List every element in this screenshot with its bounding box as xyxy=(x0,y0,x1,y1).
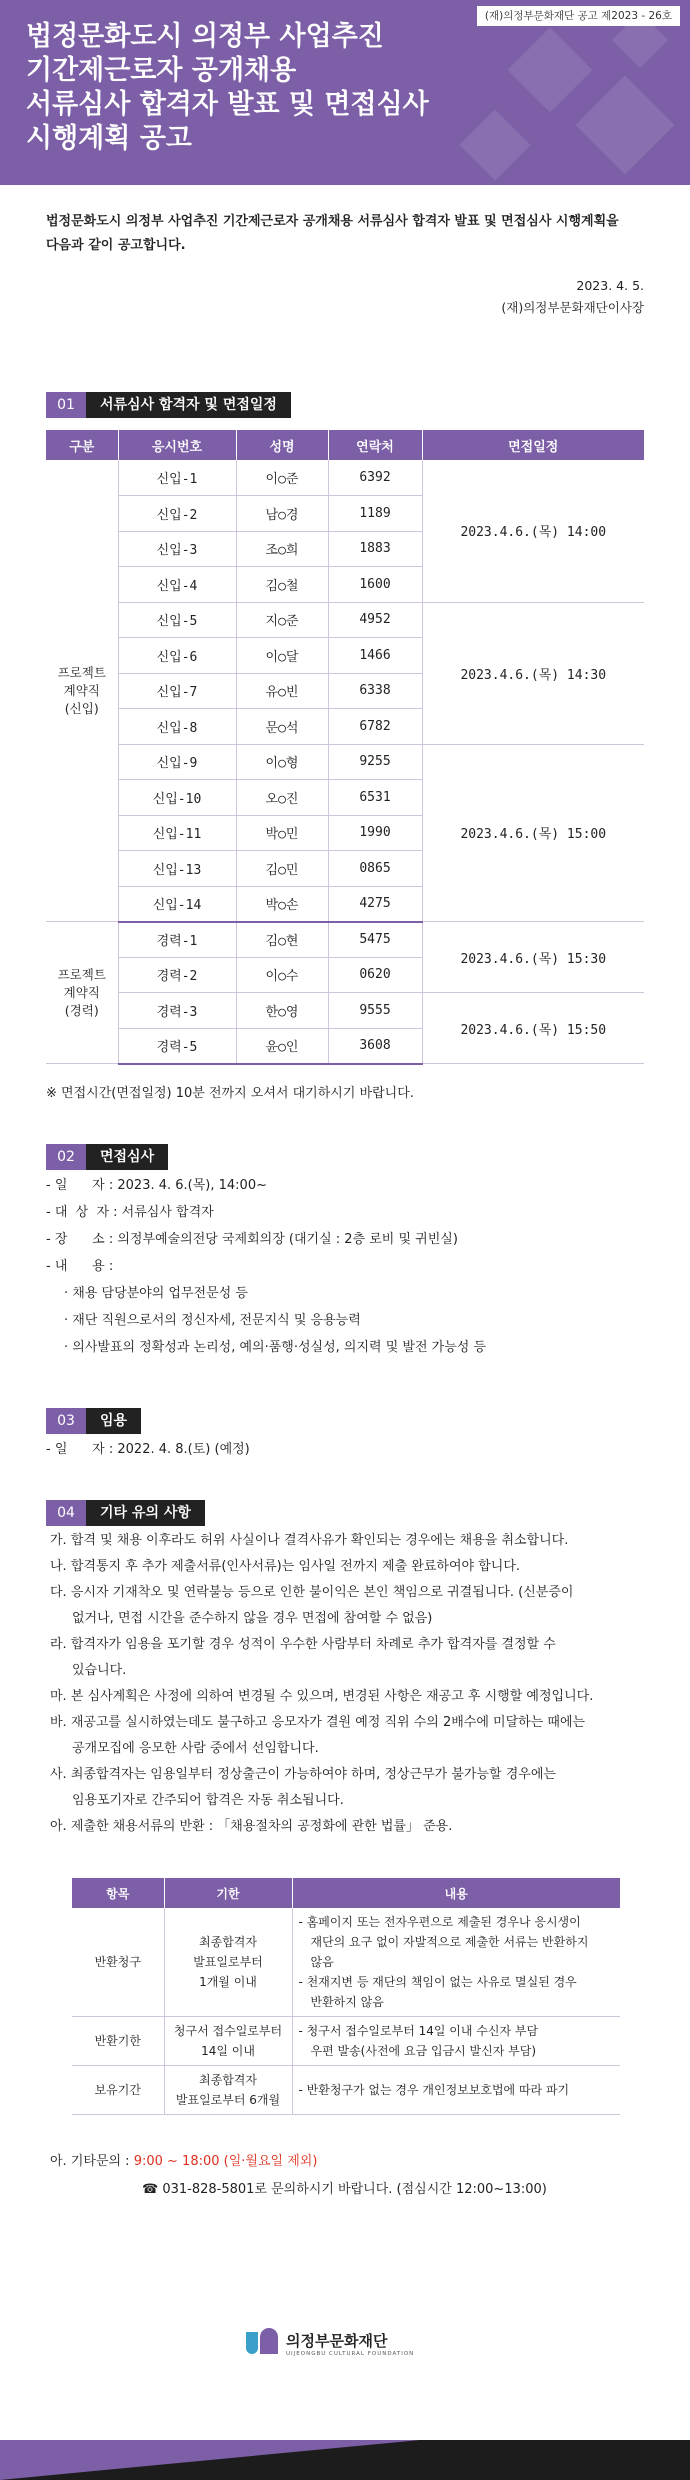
section-number: 02 xyxy=(46,1144,86,1170)
intro-line: 법정문화도시 의정부 사업추진 기간제근로자 공개채용 서류심사 합격자 발표 및 면접심사 시행계획을 xyxy=(46,214,619,229)
col-header: 내용 xyxy=(292,1878,620,1908)
content-line: 우편 발송(사전에 요금 입금시 발신자 부담) xyxy=(310,2044,537,2058)
applicant-no: 경력-5 xyxy=(118,1028,236,1064)
table-row xyxy=(46,460,644,496)
applicant-no: 신입-10 xyxy=(118,780,236,816)
issuer: (재)의정부문화재단이사장 xyxy=(501,300,644,315)
col-header: 연락처 xyxy=(328,430,422,460)
applicant-phone: 6782 xyxy=(328,709,422,745)
deadline-line: 최종합격자 xyxy=(199,2073,257,2087)
signature xyxy=(501,275,644,319)
applicant-no: 신입-14 xyxy=(118,886,236,922)
note-item: 라. 합격자가 임용을 포기할 경우 성적이 우수한 사람부터 차례로 추가 합격자를 결정할 수 xyxy=(50,1637,556,1652)
applicant-phone: 9555 xyxy=(328,993,422,1029)
applicant-no: 신입-13 xyxy=(118,851,236,887)
col-header: 면접일정 xyxy=(422,430,644,460)
note-item: 바. 재공고를 실시하였는데도 불구하고 응모자가 결원 예정 직위 수의 2배수에 미달하는 때에는 xyxy=(50,1715,586,1730)
applicant-phone: 1883 xyxy=(328,531,422,567)
notice-date: 2023. 4. 5. xyxy=(576,278,644,293)
footer-bar xyxy=(0,2440,690,2480)
group-label xyxy=(46,922,118,1064)
docs-content xyxy=(292,1908,620,2017)
applicant-phone: 9255 xyxy=(328,744,422,780)
section-title: 면접심사 xyxy=(86,1144,168,1170)
applicant-phone: 1189 xyxy=(328,496,422,532)
note-item-continued: 공개모집에 응모한 사람 중에서 선임합니다. xyxy=(72,1741,319,1756)
page-title xyxy=(26,20,429,156)
deadline-line: 14일 이내 xyxy=(201,2044,255,2058)
group-label-line: 계약직 xyxy=(63,682,100,698)
applicant-no: 신입-2 xyxy=(118,496,236,532)
group-label-line: 프로젝트 xyxy=(57,966,106,982)
col-header: 응시번호 xyxy=(118,430,236,460)
applicant-name: 유○빈 xyxy=(236,673,328,709)
interview-time: 2023.4.6.(목) 15:30 xyxy=(422,922,644,993)
group-label-line: 프로젝트 xyxy=(57,664,106,680)
table-row xyxy=(72,2066,620,2115)
col-header: 기한 xyxy=(164,1878,292,1908)
applicant-no: 신입-6 xyxy=(118,638,236,674)
group-label-line: 계약직 xyxy=(63,984,100,1000)
contact-hours: 9:00 ~ 18:00 (일·월요일 제외) xyxy=(133,2154,318,2169)
content-line: 반환하지 않음 xyxy=(310,1995,384,2009)
applicant-no: 신입-3 xyxy=(118,531,236,567)
applicant-name: 김○현 xyxy=(236,922,328,958)
note-item-continued: 없거나, 면접 시간을 준수하지 않을 경우 면접에 참여할 수 없음) xyxy=(72,1611,433,1626)
docs-deadline xyxy=(164,2017,292,2066)
content-item: · 채용 담당분야의 업무전문성 등 xyxy=(64,1286,248,1301)
interview-time: 2023.4.6.(목) 14:00 xyxy=(422,460,644,602)
table-row xyxy=(72,2017,620,2066)
table-row xyxy=(46,602,644,638)
applicant-name: 박○민 xyxy=(236,815,328,851)
applicant-no: 경력-3 xyxy=(118,993,236,1029)
applicant-phone: 4275 xyxy=(328,886,422,922)
interview-schedule-table xyxy=(46,430,644,1065)
applicant-name: 남○경 xyxy=(236,496,328,532)
detail-line: - 내 용 : xyxy=(46,1259,114,1274)
deadline-line: 최종합격자 xyxy=(199,1935,257,1949)
applicant-name: 김○민 xyxy=(236,851,328,887)
interview-time: 2023.4.6.(목) 15:50 xyxy=(422,993,644,1064)
applicant-name: 이○달 xyxy=(236,638,328,674)
schedule-note: ※ 면접시간(면접일정) 10분 전까지 오셔서 대기하시기 바랍니다. xyxy=(46,1086,414,1101)
applicant-no: 경력-2 xyxy=(118,957,236,993)
appointment-details xyxy=(46,1436,250,1463)
section-number: 03 xyxy=(46,1408,86,1434)
logo-name: 의정부문화재단 xyxy=(286,2331,388,2350)
applicant-phone: 6531 xyxy=(328,780,422,816)
section-number: 04 xyxy=(46,1500,86,1526)
docs-content xyxy=(292,2066,620,2115)
applicant-name: 문○석 xyxy=(236,709,328,745)
applicant-no: 신입-8 xyxy=(118,709,236,745)
notes-list xyxy=(50,1528,650,1840)
section-title: 임용 xyxy=(86,1408,141,1434)
intro-line: 다음과 같이 공고합니다. xyxy=(46,238,186,253)
docs-item: 보유기간 xyxy=(72,2066,164,2115)
note-item: 사. 최종합격자는 임용일부터 정상출근이 가능하여야 하며, 정상근무가 불가능할 경우에는 xyxy=(50,1767,556,1782)
applicant-name: 윤○인 xyxy=(236,1028,328,1064)
deadline-line: 발표일로부터 6개월 xyxy=(175,2093,281,2107)
applicant-name: 박○손 xyxy=(236,886,328,922)
applicant-name: 한○영 xyxy=(236,993,328,1029)
title-line: 서류심사 합격자 발표 및 면접심사 xyxy=(26,89,429,120)
col-header: 성명 xyxy=(236,430,328,460)
interview-time: 2023.4.6.(목) 14:30 xyxy=(422,602,644,744)
note-item: 아. 제출한 채용서류의 반환 : 「채용절차의 공정화에 관한 법률」 준용. xyxy=(50,1819,453,1834)
contact-phone: ☎ 031-828-5801로 문의하시기 바랍니다. (점심시간 12:00~13:00) xyxy=(142,2182,547,2197)
intro-text xyxy=(46,210,646,258)
applicant-no: 신입-7 xyxy=(118,673,236,709)
applicant-phone: 0865 xyxy=(328,851,422,887)
table-row xyxy=(46,922,644,958)
group-label-line: (경력) xyxy=(64,1002,99,1018)
applicant-phone: 3608 xyxy=(328,1028,422,1064)
applicant-name: 오○진 xyxy=(236,780,328,816)
contact-info xyxy=(50,2148,547,2204)
section-header-4 xyxy=(46,1500,205,1526)
deadline-line: 1개월 이내 xyxy=(199,1975,257,1989)
detail-line: - 일 자 : 2023. 4. 6.(목), 14:00~ xyxy=(46,1178,267,1193)
docs-deadline xyxy=(164,2066,292,2115)
note-item-continued: 있습니다. xyxy=(72,1663,127,1678)
content-item: · 재단 직원으로서의 정신자세, 전문지식 및 응용능력 xyxy=(64,1313,361,1328)
docs-item: 반환청구 xyxy=(72,1908,164,2017)
applicant-name: 지○준 xyxy=(236,602,328,638)
applicant-no: 신입-4 xyxy=(118,567,236,603)
content-line: - 홈페이지 또는 전자우편으로 제출된 경우나 응시생이 xyxy=(298,1915,581,1929)
foundation-logo xyxy=(246,2328,414,2358)
applicant-phone: 5475 xyxy=(328,922,422,958)
interview-details xyxy=(46,1172,486,1361)
content-item: · 의사발표의 정확성과 논리성, 예의·품행·성실성, 의지력 및 발전 가능성 등 xyxy=(64,1340,487,1355)
title-line: 기간제근로자 공개채용 xyxy=(26,55,297,86)
deadline-line: 청구서 접수일로부터 xyxy=(173,2024,283,2038)
detail-line: - 일 자 : 2022. 4. 8.(토) (예정) xyxy=(46,1442,250,1457)
notice-number: (재)의정부문화재단 공고 제2023 - 26호 xyxy=(477,6,680,26)
deadline-line: 발표일로부터 xyxy=(193,1955,263,1969)
document-return-table xyxy=(72,1878,620,2115)
title-line: 시행계획 공고 xyxy=(26,123,192,154)
content-line: 재단의 요구 없이 자발적으로 제출한 서류는 반환하지 xyxy=(310,1935,589,1949)
interview-time: 2023.4.6.(목) 15:00 xyxy=(422,744,644,922)
section-header-1 xyxy=(46,392,291,418)
decor-diamond xyxy=(576,76,675,175)
contact-prefix: 아. 기타문의 : xyxy=(50,2154,134,2169)
footer-accent xyxy=(0,2440,420,2480)
applicant-no: 경력-1 xyxy=(118,922,236,958)
applicant-phone: 6392 xyxy=(328,460,422,496)
applicant-phone: 6338 xyxy=(328,673,422,709)
note-item: 나. 합격통지 후 추가 제출서류(인사서류)는 임사일 전까지 제출 완료하여야 합니다. xyxy=(50,1559,521,1574)
note-item: 다. 응시자 기재착오 및 연락불능 등으로 인한 불이익은 본인 책임으로 귀결됩니다. (신분증이 xyxy=(50,1585,574,1600)
table-row xyxy=(72,1908,620,2017)
title-line: 법정문화도시 의정부 사업추진 xyxy=(26,21,384,52)
logo-icon xyxy=(246,2328,280,2358)
decor-diamond xyxy=(508,28,593,113)
content-line: - 천재지변 등 재단의 책임이 없는 사유로 멸실된 경우 xyxy=(298,1975,577,1989)
docs-deadline xyxy=(164,1908,292,2017)
contact-hours-line xyxy=(50,2148,547,2176)
docs-content xyxy=(292,2017,620,2066)
note-item-continued: 임용포기자로 간주되어 합격은 자동 취소됩니다. xyxy=(72,1793,344,1808)
applicant-no: 신입-9 xyxy=(118,744,236,780)
applicant-phone: 4952 xyxy=(328,602,422,638)
header-banner xyxy=(0,0,690,185)
section-header-3 xyxy=(46,1408,141,1434)
section-header-2 xyxy=(46,1144,168,1170)
applicant-phone: 1466 xyxy=(328,638,422,674)
applicant-name: 김○철 xyxy=(236,567,328,603)
detail-line: - 대 상 자 : 서류심사 합격자 xyxy=(46,1205,214,1220)
note-item: 가. 합격 및 채용 이후라도 허위 사실이나 결격사유가 확인되는 경우에는 채용을 취소합니다. xyxy=(50,1533,569,1548)
content-line: - 청구서 접수일로부터 14일 이내 수신자 부담 xyxy=(298,2024,539,2038)
applicant-no: 신입-1 xyxy=(118,460,236,496)
applicant-phone: 1600 xyxy=(328,567,422,603)
table-row xyxy=(46,744,644,780)
applicant-name: 이○준 xyxy=(236,460,328,496)
table-row xyxy=(46,993,644,1029)
section-number: 01 xyxy=(46,392,86,418)
group-label xyxy=(46,460,118,922)
detail-line: - 장 소 : 의정부예술의전당 국제회의장 (대기실 : 2층 로비 및 귀빈실) xyxy=(46,1232,458,1247)
decor-diamond xyxy=(460,110,531,181)
content-line: - 반환청구가 없는 경우 개인정보보호법에 따라 파기 xyxy=(298,2083,570,2097)
docs-item: 반환기한 xyxy=(72,2017,164,2066)
group-label-line: (신입) xyxy=(64,700,99,716)
applicant-name: 조○희 xyxy=(236,531,328,567)
section-title: 기타 유의 사항 xyxy=(86,1500,205,1526)
applicant-name: 이○수 xyxy=(236,957,328,993)
note-item: 마. 본 심사계획은 사정에 의하여 변경될 수 있으며, 변경된 사항은 재공고 후 시행할 예정입니다. xyxy=(50,1689,594,1704)
section-title: 서류심사 합격자 및 면접일정 xyxy=(86,392,291,418)
applicant-no: 신입-5 xyxy=(118,602,236,638)
applicant-no: 신입-11 xyxy=(118,815,236,851)
content-line: 않음 xyxy=(310,1955,334,1969)
applicant-phone: 0620 xyxy=(328,957,422,993)
col-header: 항목 xyxy=(72,1878,164,1908)
applicant-name: 이○형 xyxy=(236,744,328,780)
logo-english: UIJEONGBU CULTURAL FOUNDATION xyxy=(286,2350,415,2357)
col-header: 구분 xyxy=(46,430,118,460)
applicant-phone: 1990 xyxy=(328,815,422,851)
